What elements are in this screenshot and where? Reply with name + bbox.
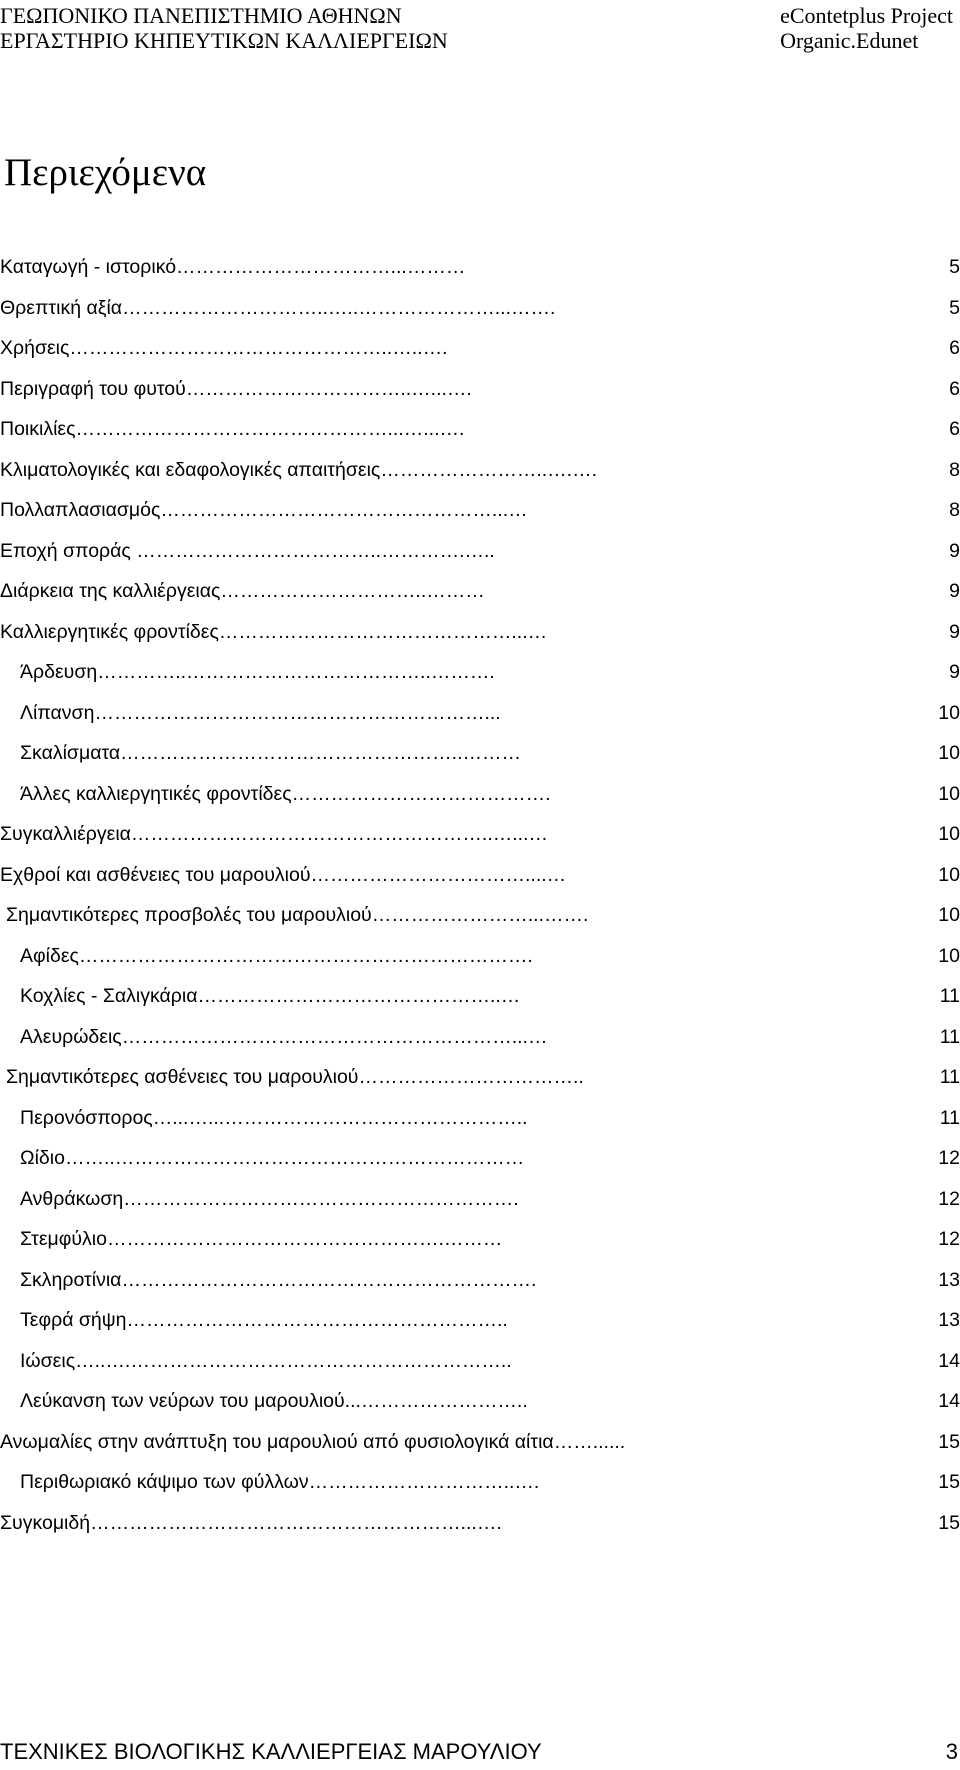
toc-entry <box>0 945 960 975</box>
toc-entry-page: 6 <box>949 418 960 440</box>
toc-entry-title: Χρήσεις…………………………………………..…..…. <box>0 337 448 359</box>
toc-entry-page: 12 <box>938 1228 960 1250</box>
header-laboratory: ΕΡΓΑΣΤΗΡΙΟ ΚΗΠΕΥΤΙΚΩΝ ΚΑΛΛΙΕΡΓΕΙΩΝ <box>0 28 448 53</box>
header-project <box>780 3 953 53</box>
toc-entry-page: 14 <box>938 1390 960 1412</box>
toc-entry <box>0 1107 960 1137</box>
toc-entry <box>0 256 960 286</box>
toc-entry-title: Κοχλίες - Σαλιγκάρια………………………………………..… <box>20 985 521 1007</box>
page-header <box>0 0 960 56</box>
header-project-name: eContetplus Project <box>780 3 953 28</box>
toc-entry-page: 15 <box>938 1430 960 1453</box>
toc-entry <box>0 742 960 772</box>
toc-entry-page: 10 <box>938 944 960 967</box>
toc-entry-title: Στεμφύλιο…………………………………………….……… <box>20 1228 503 1250</box>
toc-entry <box>0 783 960 813</box>
toc-entry-page: 9 <box>949 580 960 602</box>
toc-entry <box>0 1147 960 1177</box>
toc-entry-page: 5 <box>949 256 960 278</box>
toc-entry <box>0 1228 960 1258</box>
toc-entry-page: 11 <box>939 1025 960 1048</box>
toc-entry-title: Λίπανση……………………………………………………... <box>20 701 501 724</box>
toc-entry-title: Σημαντικότερες προσβολές του μαρουλιού……………………...……. <box>6 904 589 926</box>
toc-entry-page: 11 <box>939 985 960 1007</box>
toc-entry-page: 8 <box>949 499 960 521</box>
toc-entry-title: Θρεπτική αξία…………………………..…..…………………...……. <box>0 296 556 319</box>
toc-entry-page: 9 <box>949 620 960 643</box>
toc-entry-page: 9 <box>949 539 960 562</box>
toc-entry-title: Σημαντικότερες ασθένειες του μαρουλιού…………………………….. <box>6 1066 584 1088</box>
toc-entry-title: Ανωμαλίες στην ανάπτυξη του μαρουλιού από φυσιολογικά αίτια……...... <box>0 1430 626 1453</box>
toc-entry-page: 9 <box>949 661 960 683</box>
toc-entry-title: Περιγραφή του φυτού……………………………..…...…. <box>0 377 472 400</box>
toc-entry-title: Άλλες καλλιεργητικές φροντίδες…………………………………. <box>20 782 551 805</box>
toc-entry-page: 12 <box>938 1187 960 1210</box>
toc-entry-title: Περιθωριακό κάψιμο των φύλλων…………………………..…. <box>20 1471 540 1493</box>
toc-entry-page: 10 <box>938 782 960 805</box>
toc-entry-page: 10 <box>938 863 960 886</box>
toc-entry <box>0 1390 960 1420</box>
toc-entry <box>0 823 960 853</box>
toc-entry-title: Λεύκανση των νεύρων του μαρουλιού...…………………….. <box>20 1390 528 1412</box>
toc-entry-title: Συγκομιδή…………………………………………………...…. <box>0 1511 502 1534</box>
toc-entry-page: 13 <box>938 1268 960 1291</box>
toc-entry-title: Καταγωγή - ιστορικό……………………………...……… <box>0 256 466 278</box>
toc-entry-title: Αφίδες……………………………………………………………. <box>20 944 533 967</box>
toc-entry <box>0 297 960 327</box>
toc-entry <box>0 702 960 732</box>
toc-entry-page: 12 <box>938 1147 960 1169</box>
toc-entry-title: Καλλιεργητικές φροντίδες………………………………………...… <box>0 620 548 643</box>
toc-entry-page: 15 <box>938 1511 960 1534</box>
toc-entry <box>0 418 960 448</box>
toc-entry <box>0 1309 960 1339</box>
toc-entry-title: Περονόσπορος…...…...……………………………………….. <box>20 1106 528 1129</box>
toc-entry <box>0 661 960 691</box>
toc-entry-page: 10 <box>938 701 960 724</box>
toc-entry-page: 14 <box>938 1349 960 1372</box>
toc-entry <box>0 904 960 934</box>
toc-entry <box>0 1066 960 1096</box>
toc-entry <box>0 378 960 408</box>
toc-entry-title: Κλιματολογικές και εδαφολογικές απαιτήσεις……………………..….…. <box>0 458 597 481</box>
toc-entry-title: Ιώσεις…..….………………………………………………….. <box>20 1349 512 1372</box>
header-university: ΓΕΩΠΟΝΙΚΟ ΠΑΝΕΠΙΣΤΗΜΙΟ ΑΘΗΝΩΝ <box>0 3 402 28</box>
footer-document-title: ΤΕΧΝΙΚΕΣ ΒΙΟΛΟΓΙΚΗΣ ΚΑΛΛΙΕΡΓΕΙΑΣ ΜΑΡΟΥΛΙΟΥ <box>0 1739 542 1764</box>
toc-entry-title: Εχθροί και ασθένειες του μαρουλιού……………………………....… <box>0 863 567 886</box>
toc-entry-title: Πολλαπλασιασμός……………………………………………...… <box>0 499 528 521</box>
toc-entry-page: 6 <box>949 337 960 359</box>
toc-entry-page: 13 <box>938 1309 960 1331</box>
toc-entry <box>0 1350 960 1380</box>
footer-page-number: 3 <box>945 1739 958 1764</box>
toc-entry-title: Συγκαλλιέργεια………………………………………………..…...… <box>0 823 549 845</box>
toc-entry <box>0 1512 960 1542</box>
header-institution <box>0 3 448 53</box>
page-title: Περιεχόμενα <box>4 151 207 194</box>
toc-entry-title: Σκαλίσματα……………………………………………..……… <box>20 742 522 764</box>
toc-entry <box>0 1471 960 1501</box>
toc-entry <box>0 540 960 570</box>
toc-entry <box>0 621 960 651</box>
toc-entry-title: Ανθράκωση……………………………………………………. <box>20 1187 519 1210</box>
toc-entry-page: 10 <box>938 742 960 764</box>
toc-entry <box>0 499 960 529</box>
toc-entry <box>0 337 960 367</box>
toc-entry <box>0 1431 960 1461</box>
toc-entry <box>0 864 960 894</box>
toc-entry-page: 11 <box>939 1106 960 1129</box>
toc-entry-page: 5 <box>949 296 960 319</box>
toc-entry-title: Τεφρά σήψη………………………………………………….. <box>20 1309 508 1331</box>
toc-entry <box>0 459 960 489</box>
toc-entry-page: 10 <box>938 823 960 845</box>
toc-entry-title: Άρδευση…………..………………………………..………. <box>20 661 495 683</box>
toc-entry-page: 11 <box>939 1066 960 1088</box>
toc-entry-title: Σκληροτίνια………………………………………………………. <box>20 1268 537 1291</box>
toc-entry-page: 6 <box>949 377 960 400</box>
toc-entry <box>0 1269 960 1299</box>
toc-entry-page: 10 <box>938 904 960 926</box>
toc-entry <box>0 1188 960 1218</box>
header-project-site: Organic.Edunet <box>780 28 919 53</box>
toc-entry-title: Εποχή σποράς ………………………………..………….….. <box>0 539 495 562</box>
toc-entry-title: Αλευρώδεις……………………………………………………...… <box>20 1025 548 1048</box>
toc-entry-page: 15 <box>938 1471 960 1493</box>
toc-entry <box>0 1026 960 1056</box>
toc-entry-page: 8 <box>949 458 960 481</box>
toc-entry <box>0 580 960 610</box>
toc-entry-title: Ωίδιο……..……………………………………………………… <box>20 1147 525 1169</box>
toc-entry-title: Διάρκεια της καλλιέργειας…………………………..……… <box>0 580 485 602</box>
page-footer <box>0 1738 960 1770</box>
toc-entry-title: Ποικιλίες…………………………………………...…...…. <box>0 418 465 440</box>
toc-entry <box>0 985 960 1015</box>
